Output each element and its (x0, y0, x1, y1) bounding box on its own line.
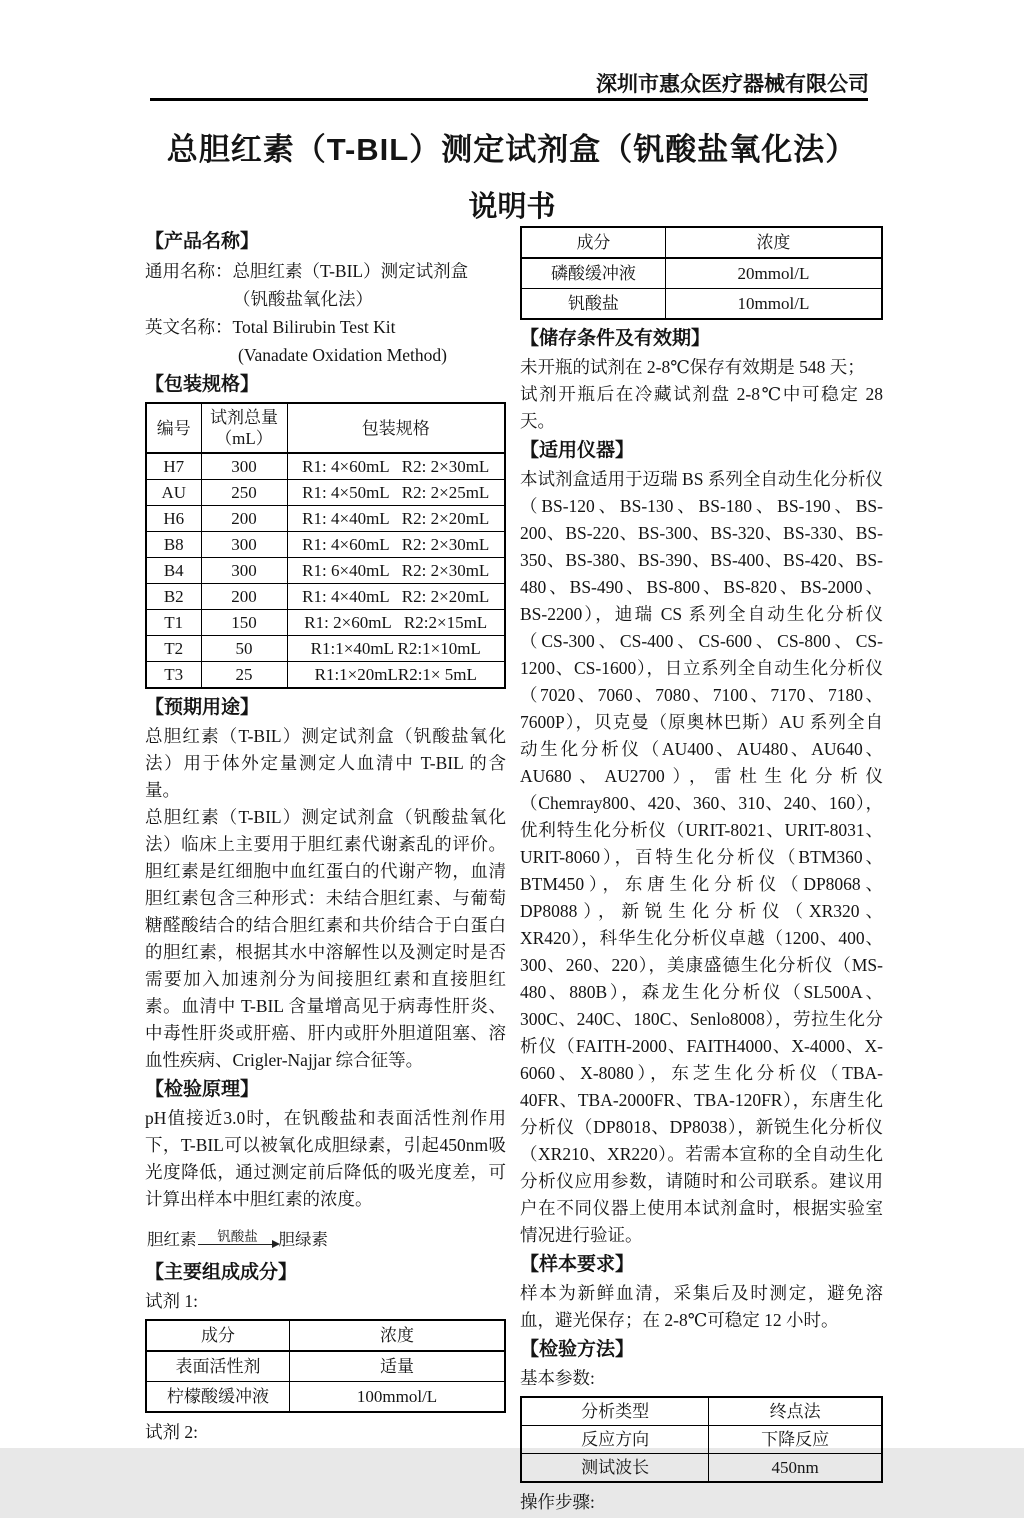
section-header-product-name: 【产品名称】 (145, 231, 260, 252)
generic-name-line (145, 257, 506, 285)
table-cell: R1: 4×40mL R2: 2×20mL (287, 506, 505, 532)
packaging-table (145, 402, 506, 689)
table-cell: 柠檬酸缓冲液 (146, 1382, 290, 1413)
table-row (146, 610, 505, 636)
sample-paragraph: 样本为新鲜血清，采集后及时测定，避免溶血，避光保存；在 2-8℃可稳定 12 小时。 (520, 1283, 883, 1330)
table-row (146, 453, 505, 480)
section-header-method: 【检验方法】 (520, 1339, 635, 1360)
table-cell: R1: 4×60mL R2: 2×30mL (287, 453, 505, 480)
section-header-intended-use: 【预期用途】 (145, 697, 260, 718)
table-row (146, 532, 505, 558)
table-cell: R1: 4×60mL R2: 2×30mL (287, 532, 505, 558)
table-cell: 反应方向 (521, 1426, 709, 1454)
table-row (146, 662, 505, 689)
english-name-line2: (Vanadate Oxidation Method) (238, 345, 447, 365)
reaction-arrow (198, 1229, 278, 1250)
table-row (146, 1382, 505, 1413)
header-divider (150, 98, 868, 101)
principle-paragraph: pH值接近3.0时，在钒酸盐和表面活性剂作用下，T-BIL可以被氧化成胆绿素，引起450nm吸光度降低，通过测定前后降低的吸光度差，可计算出样本中胆红素的浓度。 (145, 1108, 506, 1209)
english-name-line (145, 313, 506, 341)
table-cell: 10mmol/L (665, 289, 882, 320)
table-row (521, 289, 882, 320)
table-cell: 钒酸盐 (521, 289, 665, 320)
intended-use-paragraph-2: 总胆红素（T-BIL）测定试剂盒（钒酸盐氧化法）临床上主要用于胆红素代谢紊乱的评价。胆红素是红细胞中血红蛋白的代谢产物，血清胆红素包含三种形式：未结合胆红素、与葡萄糖醛酸结合的结合胆红素和共价结合于白蛋白的胆红素，根据其水中溶解性以及测定时是否需要加入加速剂分为间接胆红素和直接胆红素。血清中 T-BIL 含量增高见于病毒性肝炎、中毒性肝炎或肝癌、肝内或肝外胆道阻塞、溶血性疾病、Crigler-Najjar 综合征等。 (145, 807, 506, 1070)
table-header-row (146, 403, 505, 453)
col-header-volume: 试剂总量 （mL） (201, 403, 287, 453)
table-cell: R1:1×20mLR2:1× 5mL (287, 662, 505, 689)
table-cell: B4 (146, 558, 201, 584)
table-cell: 300 (201, 532, 287, 558)
table-cell: 450nm (709, 1454, 882, 1483)
table-cell: 20mmol/L (665, 258, 882, 289)
table-row (146, 1351, 505, 1382)
table-cell: 测试波长 (521, 1454, 709, 1483)
table-cell: 磷酸缓冲液 (521, 258, 665, 289)
generic-name-label: 通用名称： (145, 261, 233, 281)
table-cell: R1: 2×60mL R2:2×15mL (287, 610, 505, 636)
table-cell: 150 (201, 610, 287, 636)
section-header-components: 【主要组成成分】 (145, 1262, 298, 1283)
table-cell: R1: 4×40mL R2: 2×20mL (287, 584, 505, 610)
right-column (520, 226, 883, 1518)
steps-label: 操作步骤: (520, 1492, 595, 1512)
table-row (146, 636, 505, 662)
table-cell: 终点法 (709, 1397, 882, 1426)
table-row (521, 258, 882, 289)
section-header-packaging: 【包装规格】 (145, 374, 260, 395)
reagent2-table (520, 226, 883, 320)
table-cell: 200 (201, 584, 287, 610)
table-row (146, 558, 505, 584)
table-cell: 表面活性剂 (146, 1351, 290, 1382)
col-header-component: 成分 (521, 227, 665, 258)
table-row (521, 1454, 882, 1483)
content-columns (145, 226, 883, 1518)
table-row (146, 584, 505, 610)
table-cell: 300 (201, 453, 287, 480)
col-header-code: 编号 (146, 403, 201, 453)
english-name-value: Total Bilirubin Test Kit (232, 317, 396, 337)
table-cell: 分析类型 (521, 1397, 709, 1426)
intended-use-paragraph-1: 总胆红素（T-BIL）测定试剂盒（钒酸盐氧化法）用于体外定量测定人血清中 T-BIL 的含量。 (145, 726, 506, 800)
table-cell: T2 (146, 636, 201, 662)
table-row (146, 506, 505, 532)
left-column (145, 226, 506, 1518)
generic-name-line2: （钒酸盐氧化法） (233, 289, 373, 309)
page-subtitle: 说明书 (468, 191, 556, 223)
table-row (521, 1426, 882, 1454)
section-header-storage: 【储存条件及有效期】 (520, 328, 711, 349)
english-name-label: 英文名称： (145, 317, 233, 337)
table-cell: R1:1×40mL R2:1×10mL (287, 636, 505, 662)
table-cell: T3 (146, 662, 201, 689)
section-header-principle: 【检验原理】 (145, 1079, 260, 1100)
company-name: 深圳市惠众医疗器械有限公司 (596, 73, 869, 96)
col-header-component: 成分 (146, 1320, 290, 1351)
instruments-paragraph: 本试剂盒适用于迈瑞 BS 系列全自动生化分析仪（BS-120、BS-130、BS-180、BS-190、BS-200、BS-220、BS-300、BS-320、BS-330、BS-350、BS-380、BS-390、BS-400、BS-420、BS-480、BS-490、BS-800、BS-820、BS-2000、BS-2200），迪瑞 CS 系列全自动生化分析仪（CS-300、CS-400、CS-600、CS-800、CS-1200、CS-1600），日立系列全自动生化分析仪（7020、7060、7080、7100、7170、7180、7600P），贝克曼（原奥林巴斯）AU 系列全自动生化分析仪（AU400、AU480、AU640、AU680、AU2700），雷杜生化分析仪（Chemray800、420、360、310、240、160），优利特生化分析仪（URIT-8021、URIT-8031、URIT-8060），百特生化分析仪（BTM360、BTM450），东唐生化分析仪（DP8068、DP8088），新锐生化分析仪（XR320、XR420），科华生化分析仪卓越（1200、400、300、260、220），美康盛德生化分析仪（MS-480、880B），森龙生化分析仪（SL500A、300C、240C、180C、Senlo8008），劳拉生化分析仪（FAITH-2000、FAITH4000、X-4000、X-6060、X-8080），东芝生化分析仪（TBA-40FR、TBA-2000FR、TBA-120FR），东唐生化分析仪（DP8018、DP8038），新锐生化分析仪（XR210、XR220）。若需本宣称的全自动生化分析仪应用参数，请随时和公司联系。建议用户在不同仪器上使用本试剂盒时，根据实验室情况进行验证。 (520, 469, 883, 1245)
table-cell: 50 (201, 636, 287, 662)
table-cell: AU (146, 480, 201, 506)
table-cell: 下降反应 (709, 1426, 882, 1454)
table-row (521, 1397, 882, 1426)
generic-name-value: 总胆红素（T-BIL）测定试剂盒 (232, 261, 469, 281)
equation-reactant: 胆红素 (147, 1230, 197, 1249)
table-row (146, 480, 505, 506)
table-cell: B2 (146, 584, 201, 610)
table-header-row (146, 1320, 505, 1351)
col-header-spec: 包装规格 (287, 403, 505, 453)
reagent1-label: 试剂 1: (145, 1291, 198, 1311)
reagent1-table (145, 1319, 506, 1413)
table-cell: 300 (201, 558, 287, 584)
table-cell: H6 (146, 506, 201, 532)
section-header-instruments: 【适用仪器】 (520, 440, 635, 461)
table-cell: 250 (201, 480, 287, 506)
col-header-concentration: 浓度 (665, 227, 882, 258)
table-cell: R1: 6×40mL R2: 2×30mL (287, 558, 505, 584)
basic-params-label: 基本参数: (520, 1368, 595, 1388)
table-cell: B8 (146, 532, 201, 558)
table-cell: 100mmol/L (290, 1382, 505, 1413)
table-cell: 适量 (290, 1351, 505, 1382)
col-header-concentration: 浓度 (290, 1320, 505, 1351)
method-params-table (520, 1396, 883, 1483)
table-header-row (521, 227, 882, 258)
reaction-equation (147, 1229, 506, 1250)
equation-catalyst: 钒酸盐 (217, 1229, 258, 1244)
table-cell: 200 (201, 506, 287, 532)
table-cell: 25 (201, 662, 287, 689)
table-cell: H7 (146, 453, 201, 480)
equation-product: 胆绿素 (278, 1230, 328, 1249)
arrow-shaft-icon (198, 1244, 278, 1245)
page-title: 总胆红素（T-BIL）测定试剂盒（钒酸盐氧化法） (166, 132, 858, 167)
storage-line-1: 未开瓶的试剂在 2-8℃保存有效期是 548 天； (520, 357, 865, 377)
storage-line-2: 试剂开瓶后在冷藏试剂盘 2-8℃中可稳定 28 天。 (520, 384, 883, 431)
table-cell: R1: 4×50mL R2: 2×25mL (287, 480, 505, 506)
section-header-sample: 【样本要求】 (520, 1254, 635, 1275)
reagent2-label: 试剂 2: (145, 1422, 198, 1442)
table-cell: T1 (146, 610, 201, 636)
